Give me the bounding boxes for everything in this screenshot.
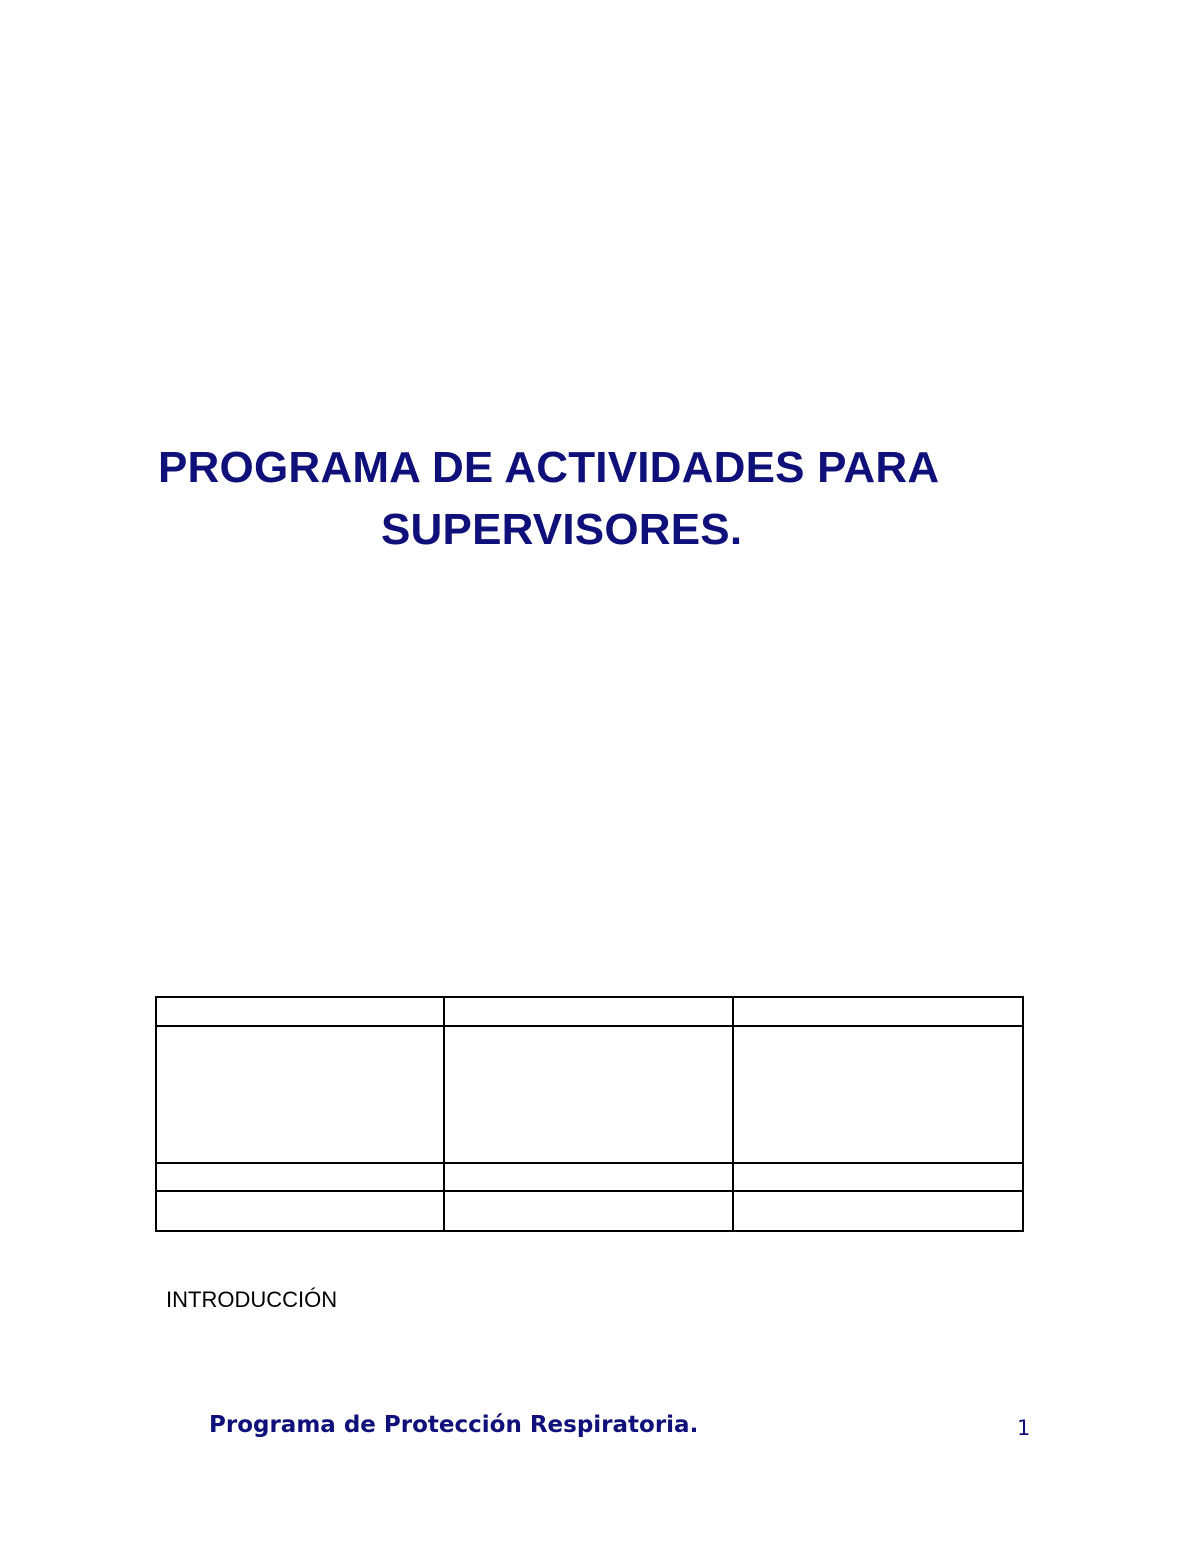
table-row (156, 997, 1023, 1026)
document-info-table (155, 996, 1024, 1232)
document-title-line-2: SUPERVISORES. (381, 505, 743, 554)
table-row (156, 1191, 1023, 1231)
section-heading-introduction: INTRODUCCIÓN (166, 1287, 338, 1312)
document-title-line-1: PROGRAMA DE ACTIVIDADES PARA (158, 443, 940, 492)
footer-title: Programa de Protección Respiratoria. (209, 1412, 699, 1438)
table-cell (733, 1191, 1023, 1231)
table-cell (444, 1191, 733, 1231)
table-cell (156, 1163, 444, 1191)
table-cell (733, 1026, 1023, 1163)
table-cell (156, 1026, 444, 1163)
table-cell (156, 1191, 444, 1231)
table-cell (444, 1026, 733, 1163)
table-cell (156, 997, 444, 1026)
table-cell (444, 1163, 733, 1191)
table-row (156, 1163, 1023, 1191)
table-cell (733, 1163, 1023, 1191)
table-cell (733, 997, 1023, 1026)
page-number: 1 (1017, 1416, 1031, 1440)
table-row (156, 1026, 1023, 1163)
table-cell (444, 997, 733, 1026)
